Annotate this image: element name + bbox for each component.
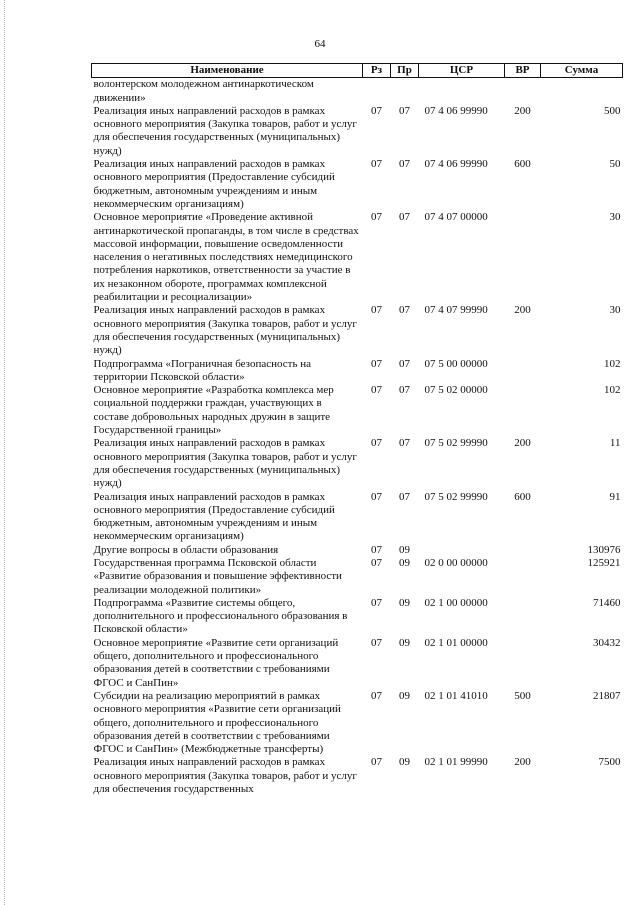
cell-csr: 07 4 06 99990	[424, 104, 488, 117]
table-row	[92, 491, 623, 544]
header-vr: ВР	[505, 64, 541, 78]
cell-name: Реализация иных направлений расходов в рамках основного мероприятия (Закупка товаров, работ и услуг для обеспечения государственных (муниципальных) нужд)	[93, 304, 357, 357]
table-row	[92, 637, 623, 690]
cell-sum: 500	[604, 104, 621, 117]
cell-sum: 130976	[587, 543, 621, 556]
cell-pr: 07	[399, 304, 410, 317]
cell-vr: 600	[514, 158, 531, 171]
table-row	[92, 105, 623, 158]
cell-rz: 07	[371, 158, 382, 171]
cell-name: Реализация иных направлений расходов в рамках основного мероприятия (Предоставление субсидий бюджетным, автономным учреждениям и иным некоммерческим организациям)	[93, 490, 335, 543]
cell-pr: 07	[399, 211, 410, 224]
cell-name: Основное мероприятие «Развитие сети организаций общего, дополнительного и профессионального образования детей в соответствии с требованиями ФГОС и СанПин»	[93, 636, 339, 689]
cell-vr	[505, 544, 541, 557]
cell-csr: 02 1 01 41010	[424, 689, 488, 702]
table-row	[92, 358, 623, 385]
cell-vr: 200	[514, 304, 531, 317]
cell-rz: 07	[371, 357, 382, 370]
cell-csr: 07 5 02 99990	[424, 437, 488, 450]
cell-csr: 07 4 07 99990	[424, 304, 488, 317]
cell-name: Подпрограмма «Развитие системы общего, дополнительного и профессионального образования в Псковской области»	[93, 596, 348, 636]
cell-csr: 07 4 06 99990	[424, 158, 488, 171]
header-pr: Пр	[391, 64, 419, 78]
cell-pr: 09	[399, 543, 410, 556]
cell-sum: 71460	[593, 596, 621, 609]
cell-pr: 07	[399, 158, 410, 171]
cell-rz: 07	[371, 384, 382, 397]
cell-vr: 600	[514, 490, 531, 503]
cell-pr: 07	[399, 437, 410, 450]
cell-name: Реализация иных направлений расходов в рамках основного мероприятия (Закупка товаров, работ и услуг для обеспечения государственных (муниципальных) нужд)	[93, 104, 357, 157]
cell-csr: 02 0 00 00000	[424, 556, 488, 569]
cell-name: Государственная программа Псковской области «Развитие образования и повышение эффективности реализации молодежной политики»	[93, 556, 342, 596]
cell-sum: 30	[609, 211, 621, 224]
cell-csr: 07 5 00 00000	[424, 357, 488, 370]
cell-csr: 02 1 00 00000	[424, 596, 488, 609]
cell-name: Основное мероприятие «Разработка комплекса мер социальной поддержки граждан, участвующих в составе добровольных народных дружин в защите Государственной границы»	[93, 384, 334, 437]
cell-pr	[391, 78, 419, 105]
table-row	[92, 158, 623, 211]
table-row	[92, 211, 623, 304]
budget-table	[91, 63, 623, 796]
cell-csr: 07 5 02 00000	[424, 384, 488, 397]
table-row	[92, 597, 623, 637]
cell-vr: 200	[514, 104, 531, 117]
cell-pr: 07	[399, 104, 410, 117]
header-name: Наименование	[92, 64, 363, 78]
cell-rz: 07	[371, 689, 382, 702]
cell-vr: 500	[514, 689, 531, 702]
cell-rz: 07	[371, 304, 382, 317]
table-row	[92, 756, 623, 796]
cell-pr: 09	[399, 556, 410, 569]
cell-rz: 07	[371, 596, 382, 609]
table-row	[92, 437, 623, 490]
header-csr: ЦСР	[419, 64, 505, 78]
cell-csr	[419, 78, 505, 105]
cell-name: Реализация иных направлений расходов в рамках основного мероприятия (Закупка товаров, работ и услуг для обеспечения государственных (муниципальных) нужд)	[93, 437, 357, 490]
table-body	[92, 78, 623, 797]
cell-sum: 50	[609, 158, 621, 171]
cell-vr	[505, 358, 541, 385]
header-row	[92, 64, 623, 78]
cell-sum: 7500	[598, 756, 621, 769]
header-rz: Рз	[363, 64, 391, 78]
cell-name: Реализация иных направлений расходов в рамках основного мероприятия (Закупка товаров, работ и услуг для обеспечения государственных	[93, 756, 357, 796]
table-row	[92, 304, 623, 357]
cell-vr: 200	[514, 756, 531, 769]
table-header	[92, 64, 623, 78]
cell-sum: 102	[604, 357, 621, 370]
cell-vr	[505, 597, 541, 637]
cell-vr	[505, 78, 541, 105]
cell-rz: 07	[371, 211, 382, 224]
table-row	[92, 384, 623, 437]
cell-name: волонтерском молодежном антинаркотическом движении»	[93, 78, 314, 104]
cell-rz: 07	[371, 556, 382, 569]
cell-name: Субсидии на реализацию мероприятий в рамках основного мероприятия «Развитие сети организаций общего, дополнительного и профессионального образования детей в соответствии с требованиями ФГОС и СанПин» (Межбюджетные трансферты)	[93, 689, 341, 756]
cell-name: Основное мероприятие «Проведение активной антинаркотической пропаганды, в том числе в средствах массовой информации, повышение осведомленности населения о негативных последствиях немедицинского потребления наркотиков, ответственности за участие в их незаконном обороте, программах комплексной реабилитации и ресоциализации»	[93, 211, 359, 304]
cell-sum: 91	[609, 490, 621, 503]
cell-vr: 200	[514, 437, 531, 450]
cell-name: Другие вопросы в области образования	[93, 543, 279, 556]
cell-rz: 07	[371, 636, 382, 649]
cell-rz: 07	[371, 543, 382, 556]
cell-rz: 07	[371, 756, 382, 769]
cell-vr	[505, 637, 541, 690]
cell-sum: 30	[609, 304, 621, 317]
cell-rz: 07	[371, 490, 382, 503]
cell-vr	[505, 557, 541, 597]
cell-sum: 125921	[587, 556, 621, 569]
table-row	[92, 557, 623, 597]
cell-pr: 07	[399, 384, 410, 397]
cell-pr: 07	[399, 490, 410, 503]
cell-pr: 09	[399, 689, 410, 702]
scan-margin-line	[4, 0, 6, 905]
cell-vr	[505, 384, 541, 437]
cell-pr: 07	[399, 357, 410, 370]
cell-sum: 11	[609, 437, 621, 450]
cell-rz: 07	[371, 104, 382, 117]
table-row	[92, 690, 623, 756]
cell-pr: 09	[399, 636, 410, 649]
table-row	[92, 78, 623, 105]
cell-name: Реализация иных направлений расходов в рамках основного мероприятия (Предоставление субсидий бюджетным, автономным учреждениям и иным некоммерческим организациям)	[93, 158, 335, 210]
cell-sum: 102	[604, 384, 621, 397]
page-number: 64	[314, 38, 326, 50]
cell-rz	[363, 78, 391, 105]
cell-rz: 07	[371, 437, 382, 450]
cell-csr	[419, 544, 505, 557]
cell-csr: 07 5 02 99990	[424, 490, 488, 503]
budget-table-container	[91, 63, 622, 796]
cell-sum: 30432	[593, 636, 621, 649]
table-row	[92, 544, 623, 557]
cell-name: Подпрограмма «Пограничная безопасность на территории Псковской области»	[93, 357, 311, 383]
cell-csr: 02 1 01 99990	[424, 756, 488, 769]
cell-pr: 09	[399, 756, 410, 769]
cell-pr: 09	[399, 596, 410, 609]
header-sum: Сумма	[541, 64, 623, 78]
cell-vr	[505, 211, 541, 304]
cell-sum	[541, 78, 623, 105]
cell-csr: 07 4 07 00000	[424, 211, 488, 224]
cell-csr: 02 1 01 00000	[424, 636, 488, 649]
cell-sum: 21807	[593, 689, 621, 702]
